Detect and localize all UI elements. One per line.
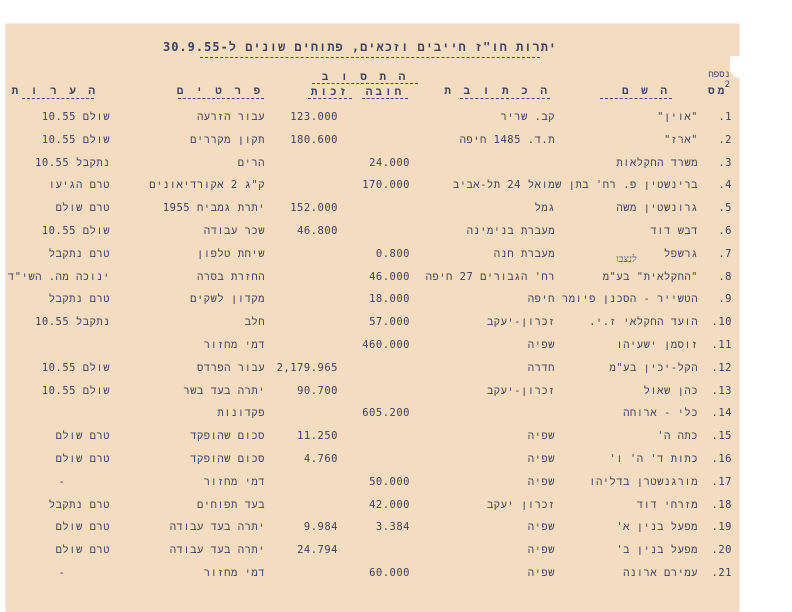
row-name: גרשפל [663,247,698,260]
row-name: עמירם ארונה [623,567,698,579]
row-number: .9 [718,293,732,306]
header-credit-underline [308,98,352,99]
row-address: שפיה [527,453,555,465]
row-address: שפיה [527,339,555,351]
row-debit: 605.200 [362,407,410,420]
row-address: חדרה [527,361,555,374]
row-name: הקל-יכין בע"מ [609,361,698,374]
row-name: מפעל בנין א' [616,521,698,534]
page-notch [730,56,746,78]
row-remarks: טרם שולם [55,521,110,534]
row-address: שפיה [527,430,555,443]
row-address: רח' הגבורים 27 חיפה [425,270,555,283]
title-underline [200,57,540,58]
row-debit: 460.000 [362,339,410,351]
row-number: .20 [711,544,732,557]
row-credit: 11.250 [297,430,338,443]
header-debit: חובה [365,85,405,98]
row-details: יתרה בעד עבודה [169,544,265,557]
row-debit: 46.000 [369,270,410,283]
row-remarks: נתקבל 10.55 [35,156,110,169]
row-name: כתות ד' ה' ו' [609,453,698,465]
row-name: זוסמן ישעיהו [616,339,698,351]
header-details: פ ר ט י ם [176,84,264,97]
row-name: הועד החקלאי ז.י. [589,316,698,329]
document-title: יתרות חו"ז חייבים וזכאים, פתוחים שונים ל-30.9.55 [162,40,558,54]
row-number: .8 [718,270,732,283]
header-name-underline [600,98,672,99]
row-name: "ארז" [663,133,698,146]
row-details: דמי מחזור [203,567,265,579]
header-balances-underline [312,83,418,84]
row-name: מזרחי דוד [636,498,698,511]
row-number: .17 [711,475,732,488]
row-remarks: - [58,567,66,579]
header-debit-underline [362,98,408,99]
row-credit: 123.000 [290,111,338,123]
header-remarks-underline [22,98,94,99]
row-address: מעברת בנימינה [466,225,555,237]
row-details: ק"ג 2 אקורדיאונים [149,179,265,192]
header-address: ה כ ת ו ב ת [444,84,550,97]
row-name: גרונשטין משה [616,202,698,215]
row-details: יתרה בעד עבודה [169,521,265,534]
row-name: כלי - ארוחה [623,407,698,420]
row-details: יתרה בעד בשר [183,384,265,397]
row-number: .13 [711,384,732,397]
row-debit: 24.000 [369,156,410,169]
row-number: .11 [711,339,732,351]
row-name: דבש דוד [650,225,698,237]
row-details: דמי מחזור [203,339,265,351]
row-number: .6 [718,225,732,237]
row-remarks: - [58,475,66,488]
handwritten-note: לנצבו [616,254,637,265]
row-name: כהן שאול [643,384,698,397]
row-details: עבור הפרדס [196,361,265,374]
row-name: מפעל בנין ב' [616,544,698,557]
row-address: זכרון-יעקב [486,384,555,397]
row-address: חיפה [527,293,555,306]
row-debit: 18.000 [369,293,410,306]
row-name: משרד החקלאות [616,156,698,169]
row-name: מורגנשטרן בדליהו [589,475,698,488]
header-balances: ה ת ס ו ב [321,70,409,83]
row-number: .5 [718,202,732,215]
header-details-underline [178,98,264,99]
row-credit: 180.600 [290,133,338,146]
row-details: הרים [237,156,265,169]
row-remarks: טרם הגיעו [48,179,110,192]
row-debit: 0.800 [375,247,410,260]
row-debit: 60.000 [369,567,410,579]
row-details: בעד תפוחים [196,498,265,511]
row-remarks: שולם 10.55 [41,225,110,237]
row-remarks: שולם 10.55 [41,384,110,397]
header-name: ה ש ם [621,84,670,97]
row-number: .12 [711,361,732,374]
row-number: .10 [711,316,732,329]
row-number: .7 [718,247,732,260]
row-name: "אוין" [657,111,698,123]
row-credit: 90.700 [297,384,338,397]
row-details: סכום שהופקד [190,453,265,465]
row-credit: 9.984 [303,521,338,534]
row-details: יתרת גמביח 1955 [162,202,265,215]
row-details: דמי מחזור [203,475,265,488]
row-remarks: שולם 10.55 [41,133,110,146]
row-address: מעברת חנה [493,247,555,260]
row-debit: 50.000 [369,475,410,488]
row-credit: 46.800 [297,225,338,237]
header-number: מס [708,84,728,97]
row-details: סכום שהופקד [190,430,265,443]
row-number: .18 [711,498,732,511]
row-address: ת.ד. 1485 חיפה [459,133,555,146]
row-remarks: טרם שולם [55,202,110,215]
row-credit: 2,179.965 [276,361,338,374]
row-name: הטשייר - הסכנן פיומר [561,293,698,306]
row-details: שכר עבודה [203,225,265,237]
row-number: .4 [718,179,732,192]
row-number: .1 [718,111,732,123]
header-credit: זכות [310,85,350,98]
row-remarks: טרם שולם [55,430,110,443]
row-credit: 152.000 [290,202,338,215]
row-remarks: טרם נתקבל [48,498,110,511]
row-name: כתה ה' [657,430,698,443]
row-details: החזרת בסרה [196,270,265,283]
row-address: שפיה [527,544,555,557]
row-number: .3 [718,156,732,169]
row-remarks: טרם נתקבל [48,247,110,260]
row-credit: 4.760 [303,453,338,465]
row-address: שפיה [527,521,555,534]
row-number: .15 [711,430,732,443]
row-number: .21 [711,567,732,579]
row-number: .14 [711,407,732,420]
row-details: פקדונות [217,407,265,420]
header-remarks: ה ע ר ו ת [11,84,98,97]
row-details: שיחת טלפון [196,247,265,260]
row-remarks: שולם 10.55 [41,111,110,123]
row-number: .2 [718,133,732,146]
row-remarks: טרם נתקבל [48,293,110,306]
row-details: תקון מקררים [190,133,265,146]
row-name: ברינשטין פ. רח' בתן שמואל 24 תל-אביב [452,179,698,192]
row-address: שפיה [527,567,555,579]
row-debit: 57.000 [369,316,410,329]
row-remarks: נתקבל 10.55 [35,316,110,329]
row-credit: 24.794 [297,544,338,557]
row-name: "החקלאית" בע"מ [602,270,698,283]
row-address: קב. שריר [500,111,555,123]
row-details: חלב [244,316,265,329]
header-address-underline [460,98,550,99]
row-remarks: שולם 10.55 [41,361,110,374]
row-remarks: טרם שולם [55,453,110,465]
row-address: שפיה [527,475,555,488]
row-debit: 42.000 [369,498,410,511]
row-debit: 170.000 [362,179,410,192]
row-remarks: ינוכה מה. השי"ד [7,270,110,283]
row-number: .19 [711,521,732,534]
row-address: זכרון יעקב [486,498,555,511]
row-address: זכרון-יעקב [486,316,555,329]
row-debit: 3.384 [375,521,410,534]
row-number: .16 [711,453,732,465]
margin-label: נספח 2 [708,70,730,90]
row-details: עבור הזרעה [196,111,265,123]
row-remarks: טרם שולם [55,544,110,557]
row-details: מקדון לשקים [190,293,265,306]
row-address: גמל [534,202,555,215]
